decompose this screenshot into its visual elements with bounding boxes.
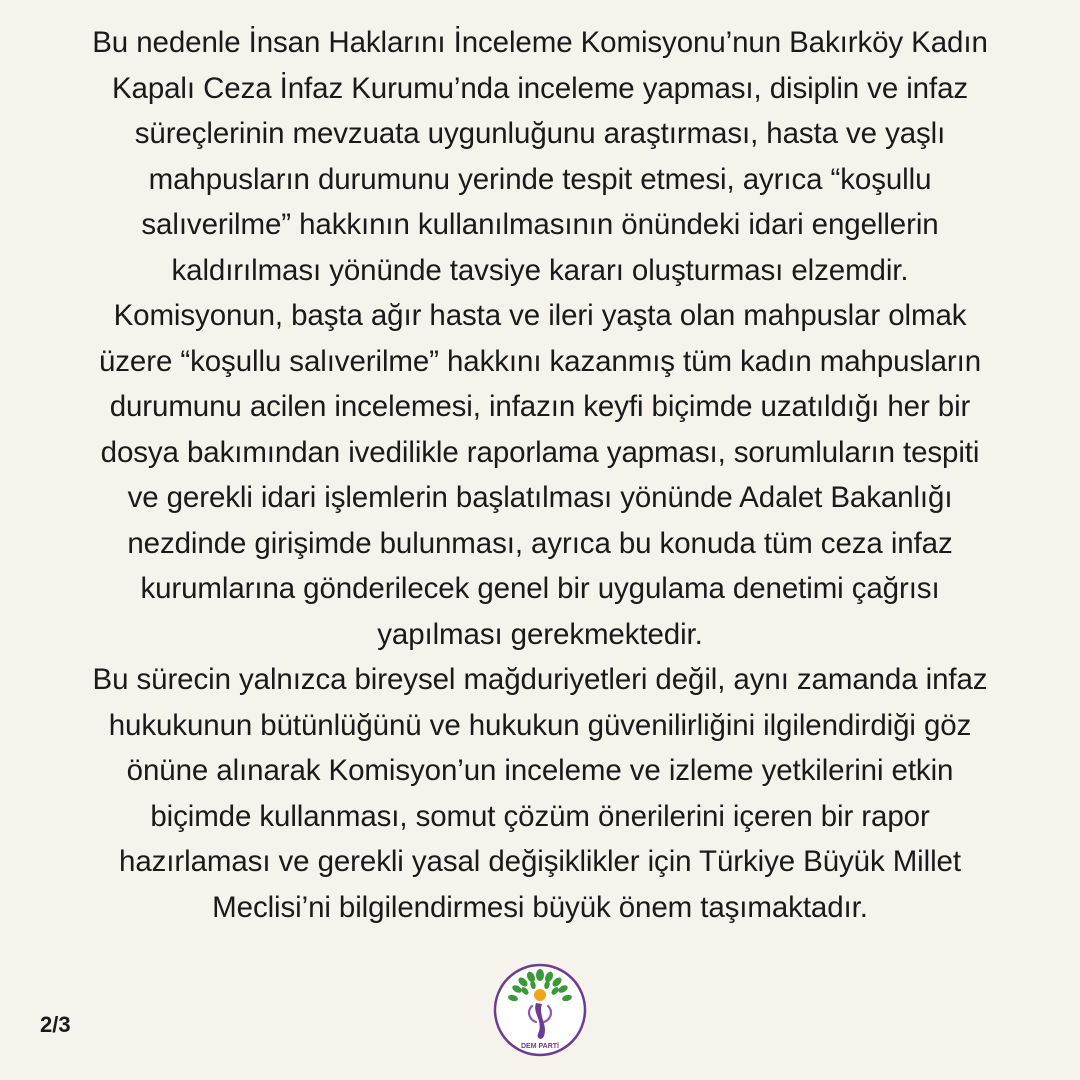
text-line: nezdinde girişimde bulunması, ayrıca bu konuda tüm ceza infaz [127, 526, 953, 560]
text-line: hazırlaması ve gerekli yasal değişiklikler için Türkiye Büyük Millet [119, 845, 961, 878]
text-line: yapılması gerekmektedir. [377, 617, 703, 651]
text-line: mahpusların durumunu yerinde tespit etmesi, ayrıca “koşullu [148, 162, 932, 196]
text-line: hukukunun bütünlüğünü ve hukukun güvenilirliğini ilgilendirdiği göz [108, 708, 972, 742]
text-line: Kapalı Ceza İnfaz Kurumu’nda inceleme yapması, disiplin ve infaz [111, 71, 969, 105]
page-number: 2/3 [40, 1012, 71, 1037]
document-text [30, 20, 1050, 930]
text-line: süreçlerinin mevzuata uygunluğunu araştırması, hasta ve yaşlı [134, 117, 946, 150]
text-line: kaldırılması yönünde tavsiye kararı oluşturması elzemdir. [171, 253, 909, 287]
text-line: kurumlarına gönderilecek genel bir uygulama denetimi çağrısı [140, 572, 940, 605]
logo-text: DEM PARTİ [521, 1043, 559, 1050]
text-line: biçimde kullanması, somut çözüm önerilerini içeren bir rapor [150, 799, 930, 833]
text-line: Bu nedenle İnsan Haklarını İnceleme Komisyonu’nun Bakırköy Kadın [92, 26, 988, 59]
text-line: üzere “koşullu salıverilme” hakkını kazanmış tüm kadın mahpusların [98, 344, 982, 378]
text-line: dosya bakımından ivedilikle raporlama yapması, sorumluların tespiti [100, 435, 980, 469]
text-line: Komisyonun, başta ağır hasta ve ileri yaşta olan mahpuslar olmak [113, 299, 967, 332]
text-line: durumunu acilen incelemesi, infazın keyfi biçimde uzatıldığı her bir [109, 390, 971, 423]
text-line: Bu sürecin yalnızca bireysel mağduriyetleri değil, aynı zamanda infaz [92, 663, 988, 696]
text-line: ve gerekli idari işlemlerin başlatılması yönünde Adalet Bakanlığı [127, 481, 953, 514]
text-line: salıverilme” hakkının kullanılmasının önündeki idari engellerin [141, 208, 939, 241]
text-line: Meclisi’ni bilgilendirmesi büyük önem taşımaktadır. [212, 890, 868, 924]
text-line: önüne alınarak Komisyon’un inceleme ve izleme yetkilerini etkin [126, 754, 954, 787]
dem-parti-logo-icon [492, 962, 588, 1058]
